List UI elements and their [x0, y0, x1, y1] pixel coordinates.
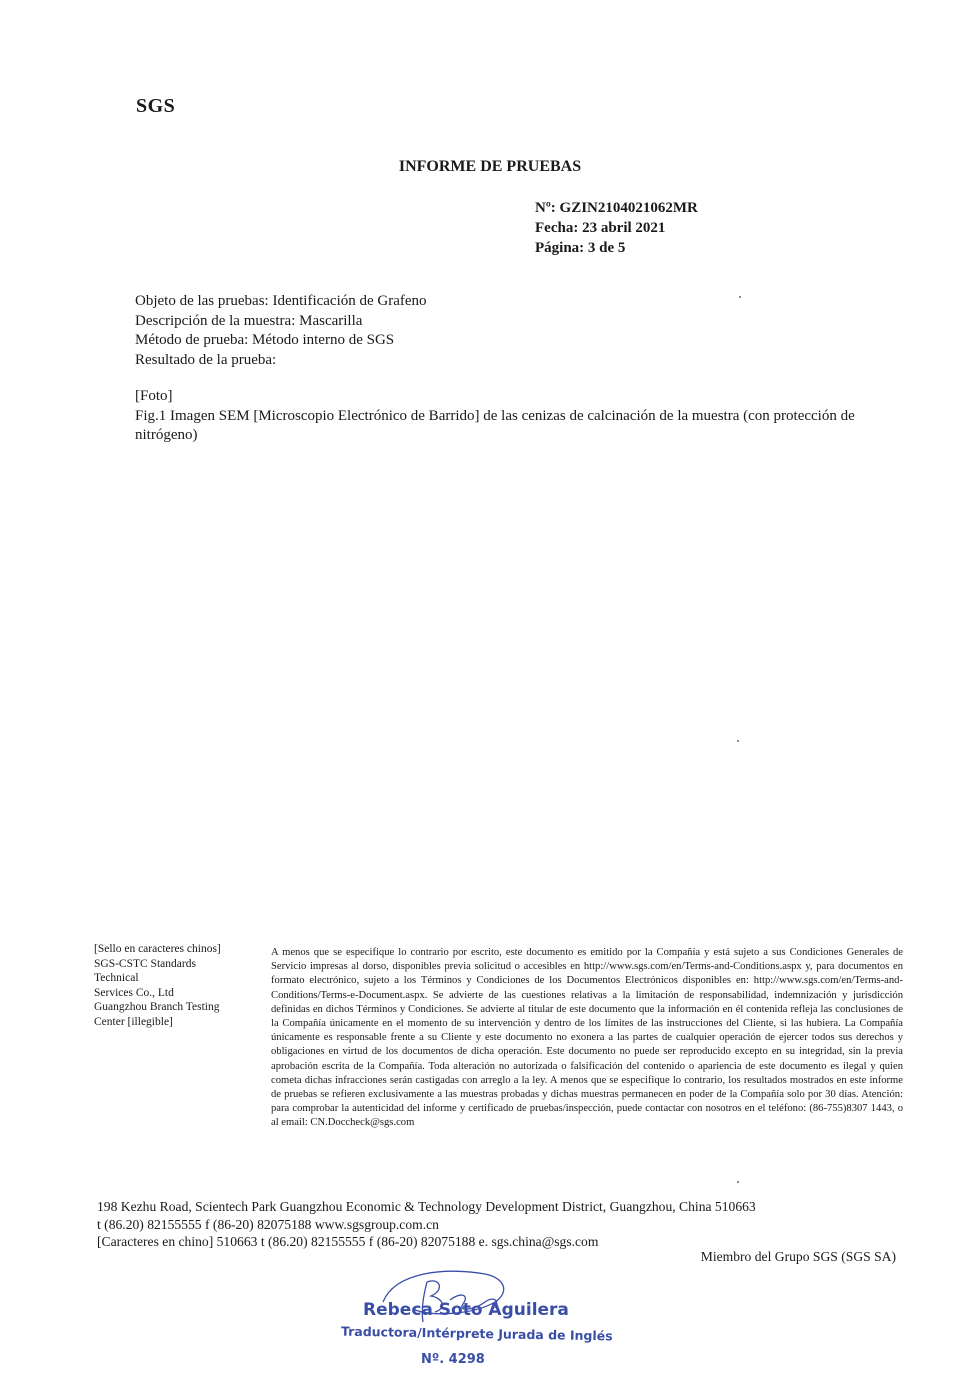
address-line: 198 Kezhu Road, Scientech Park Guangzhou Economic & Technology Development District, Guangzhou, China 510663 [97, 1199, 756, 1214]
translator-name: Rebeca Soto Aguilera [363, 1300, 569, 1320]
scan-speck [739, 296, 741, 298]
test-method: Método de prueba: Método interno de SGS [135, 332, 395, 348]
page-number: Página: 3 de 5 [535, 240, 626, 256]
stamp-line: Center [illegible] [94, 1015, 173, 1028]
report-reference [535, 198, 698, 258]
test-info [135, 292, 427, 370]
terms-text: A menos que se especifique lo contrario por escrito, este documento es emitido por la Compañía y está sujeto a sus Condiciones Generales de Servicio impresas al dorso, disponibles previa solicitud o accesibles en http://www.sgs.com/en/Terms-and-Conditions.aspx y, para documentos en formato electrónico, sujeto a los Términos y Condiciones de los Documentos Electrónicos disponibles en: http://www.sgs.com/en/Terms-and-Conditions/Terms-e-Document.aspx. Se advierte de las cuestiones relativas a la limitación de responsabilidad, indemnización y jurisdicción definidas en dichos Términos y Condiciones. Se advierte al titular de este documento que la información en él contenida refleja las conclusiones de la Compañía únicamente en el momento de su intervención y dentro de los límites de las instrucciones del Cliente, si las hubiera. La Compañía únicamente es responsable frente a su Cliente y este documento no exonera a las partes de cualquier operación de ejercer todos sus derechos y obligaciones en virtud de los documentos de dicha operación. Este documento no puede ser reproducido excepto en su integridad, sin la previa aprobación escrita de la Compañía. Toda alteración no autorizada o falsificación del contenido o apariencia de este documento es ilegal y quien cometa dichas infracciones serán castigadas con arreglo a la ley. A menos que se especifique lo contrario, los resultados mostrados en este informe de pruebas se refieren exclusivamente a las muestras probadas y dichas muestras permanecen en poder de la Compañía solo por 30 días. [271, 947, 903, 1101]
stamp-line: Technical [94, 972, 139, 984]
report-number: Nº: GZIN2104021062MR [535, 200, 698, 216]
translator-role: Traductora/Intérprete Jurada de Inglés [340, 1323, 613, 1344]
attention-text: Atención: para comprobar la autenticidad del informe y certificado de pruebas/inspección, puede contactar con nosotros en el teléfono: (86-755)8307 1443, o al email: CN.Doccheck@sgs.com [271, 1089, 903, 1129]
company-logo: SGS [136, 95, 176, 117]
stamp-line: [Sello en caracteres chinos] [94, 943, 221, 955]
figure-caption: Fig.1 Imagen SEM [Microscopio Electrónico de Barrido] de las cenizas de calcinación de la muestra (con protección de nitrógeno) [135, 407, 855, 443]
stamp-line: SGS-CSTC Standards [94, 957, 196, 970]
company-address [97, 1198, 756, 1251]
group-member-note: Miembro del Grupo SGS (SGS SA) [700, 1249, 896, 1264]
contact-line: t (86.20) 82155555 f (86-20) 82075188 www.sgsgroup.com.cn [97, 1216, 439, 1232]
test-result-label: Resultado de la prueba: [135, 351, 277, 368]
test-object: Objeto de las pruebas: Identificación de Grafeno [135, 293, 427, 309]
translator-seal [335, 1262, 613, 1382]
report-date: Fecha: 23 abril 2021 [535, 220, 666, 236]
stamp-note [94, 942, 254, 1029]
scan-speck [737, 740, 739, 742]
stamp-line: Services Co., Ltd [94, 986, 174, 999]
photo-placeholder: [Foto] [135, 388, 173, 404]
terms-and-conditions [271, 946, 903, 1131]
scan-speck [737, 1181, 739, 1183]
photo-section [135, 387, 865, 446]
sample-description: Descripción de la muestra: Mascarilla [135, 312, 363, 329]
stamp-line: Guangzhou Branch Testing [94, 1001, 220, 1013]
translator-number: Nº. 4298 [421, 1352, 485, 1367]
report-title: INFORME DE PRUEBAS [398, 158, 582, 175]
chinese-address-line: [Caracteres en chino] 510663 t (86.20) 82155555 f (86-20) 82075188 e. sgs.china@sgs.com [97, 1234, 599, 1249]
